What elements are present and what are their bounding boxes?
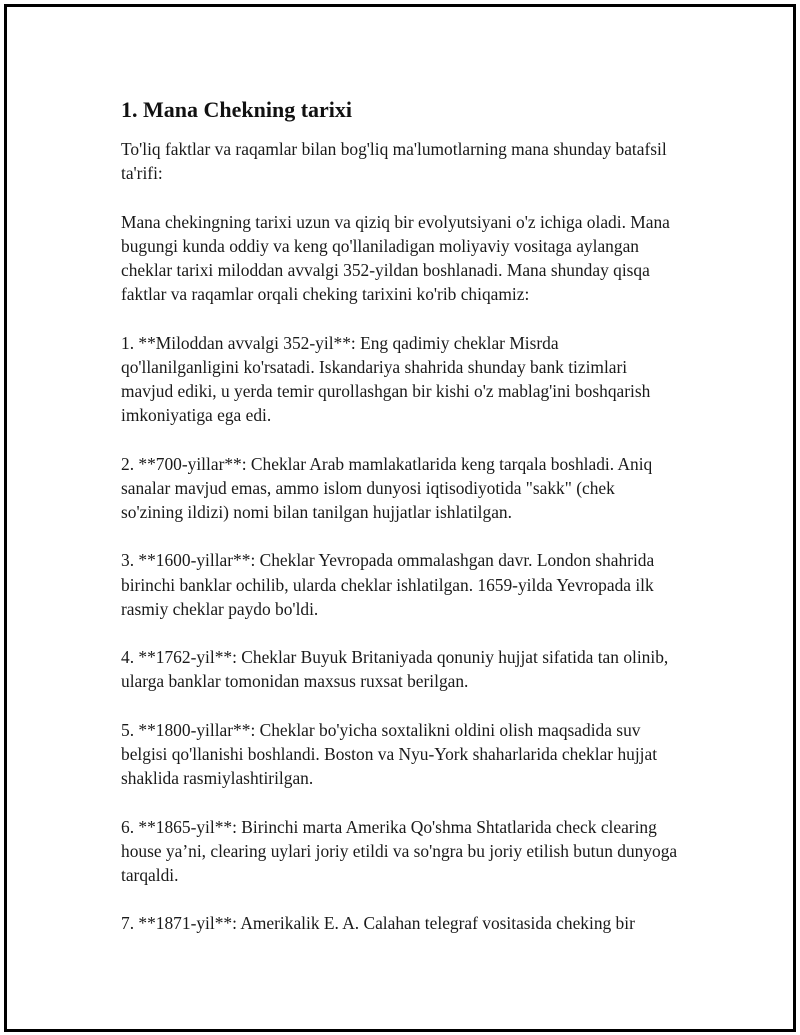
list-item: 1. **Miloddan avvalgi 352-yil**: Eng qadimiy cheklar Misrda qo'llanilganligini ko'rsatadi. Iskandariya shahrida shunday bank tizimlari mavjud ediki, u yerda temir qurollashgan bir kishi o'z mablag'ini boshqarish imkoniyatiga ega edi. [121, 332, 651, 426]
document-content [121, 95, 681, 960]
page-title: 1. Mana Chekning tarixi [121, 97, 353, 122]
list-item: 6. **1865-yil**: Birinchi marta Amerika Qo'shma Shtatlarida check clearing house ya’ni, clearing uylari joriy etildi va so'ngra bu joriy etilish butun dunyoga tarqaldi. [121, 816, 678, 885]
paragraph-overview: Mana chekingning tarixi uzun va qiziq bir evolyutsiyani o'z ichiga oladi. Mana bugungi kunda oddiy va keng qo'llaniladigan moliyaviy vositaga aylangan cheklar tarixi miloddan avvalgi 352-yildan boshlanadi. Mana shunday qisqa faktlar va raqamlar orqali cheking tarixini ko'rib chiqamiz: [121, 211, 670, 305]
list-item: 4. **1762-yil**: Cheklar Buyuk Britaniyada qonuniy hujjat sifatida tan olinib, ularga banklar tomonidan maxsus ruxsat berilgan. [121, 647, 669, 692]
paragraph-intro: To'liq faktlar va raqamlar bilan bog'liq ma'lumotlarning mana shunday batafsil ta'rifi: [121, 139, 667, 184]
document-page [4, 4, 796, 1032]
list-item: 2. **700-yillar**: Cheklar Arab mamlakatlarida keng tarqala boshladi. Aniq sanalar mavjud emas, ammo islom dunyosi iqtisodiyotida "sakk" (chek so'zining ildizi) nomi bilan tanilgan hujjatlar ishlatilgan. [121, 453, 653, 522]
list-item: 7. **1871-yil**: Amerikalik E. A. Calahan telegraf vositasida cheking bir [121, 913, 635, 934]
list-item: 5. **1800-yillar**: Cheklar bo'yicha soxtalikni oldini olish maqsadida suv belgisi qo'llanishi boshlandi. Boston va Nyu-York shaharlarida cheklar hujjat shaklida rasmiylashtirilgan. [121, 719, 658, 789]
list-item: 3. **1600-yillar**: Cheklar Yevropada ommalashgan davr. London shahrida birinchi banklar ochilib, ularda cheklar ishlatilgan. 1659-yilda Yevropada ilk rasmiy cheklar paydo bo'ldi. [121, 550, 655, 619]
